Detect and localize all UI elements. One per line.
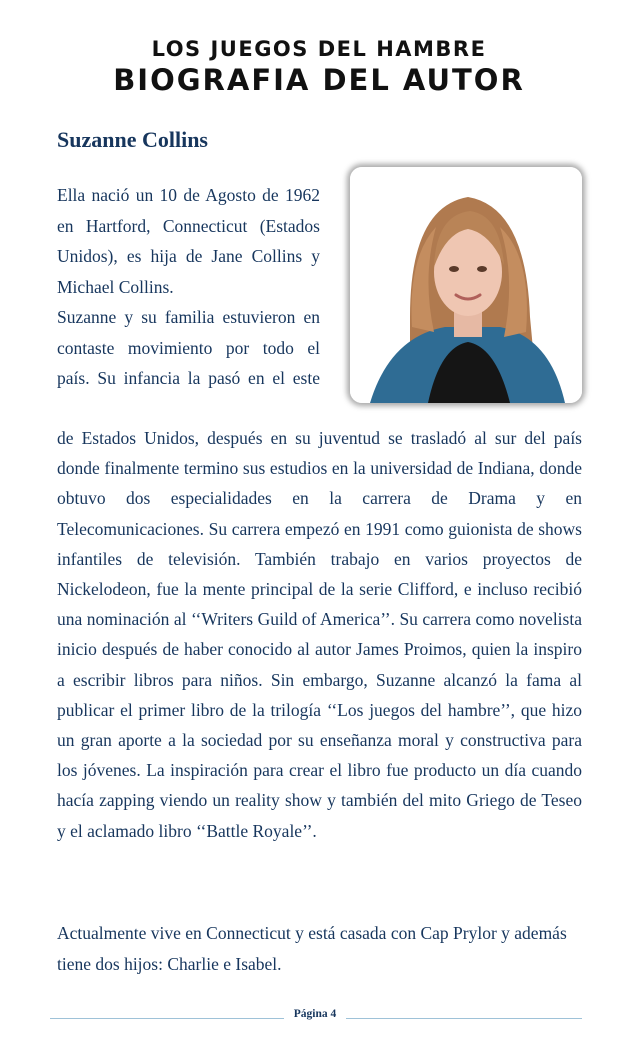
section-title: BIOGRAFIA DEL AUTOR [113,63,525,97]
page-number: Página 4 [293,1008,337,1020]
footer-rule-left [50,1018,284,1019]
intro-text [57,180,320,394]
biography-paragraph: de Estados Unidos, después en su juventud se trasladó al sur del país donde finalmente termino sus estudios en la universidad de Indiana, donde obtuvo dos especialidades en la carrera de Drama y en Telecomunicaciones. Su carrera empezó en 1991 como guionista de shows infantiles de televisión. También trabajo en varios proyectos de Nickelodeon, fue la mente principal de la serie Clifford, e incluso recibió una nominación al ‘‘Writers Guild of America’’. Su carrera como novelista inicio después de haber conocido al autor James Proimos, quien la inspiro a escribir libros para niños. Sin embargo, Suzanne alcanzó la fama al publicar el primer libro de la trilogía ‘‘Los juegos del hambre’’, que hizo un gran aporte a la sociedad por su enseñanza moral y constructiva para los jóvenes. La inspiración para crear el libro fue producto un día cuando hacía zapping viendo un reality show y también del mito Griego de Teseo y el aclamado libro ‘‘Battle Royale’’. [57,428,582,841]
author-name: Suzanne Collins [57,127,208,152]
portrait-illustration [350,167,582,403]
intro-paragraph-2: Suzanne y su familia estuvieron en contaste movimiento por todo el país. Su infancia la pasó en el este [57,307,320,388]
intro-paragraph-1: Ella nació un 10 de Agosto de 1962 en Hartford, Connecticut (Estados Unidos), es hija de Jane Collins y Michael Collins. [57,185,320,297]
page-header [0,36,638,98]
closing-paragraph: Actualmente vive en Connecticut y está casada con Cap Prylor y además tiene dos hijos: Charlie e Isabel. [57,923,567,974]
footer-rule-right [346,1018,582,1019]
author-photo [350,167,582,403]
series-title: LOS JUEGOS DEL HAMBRE [151,37,487,61]
